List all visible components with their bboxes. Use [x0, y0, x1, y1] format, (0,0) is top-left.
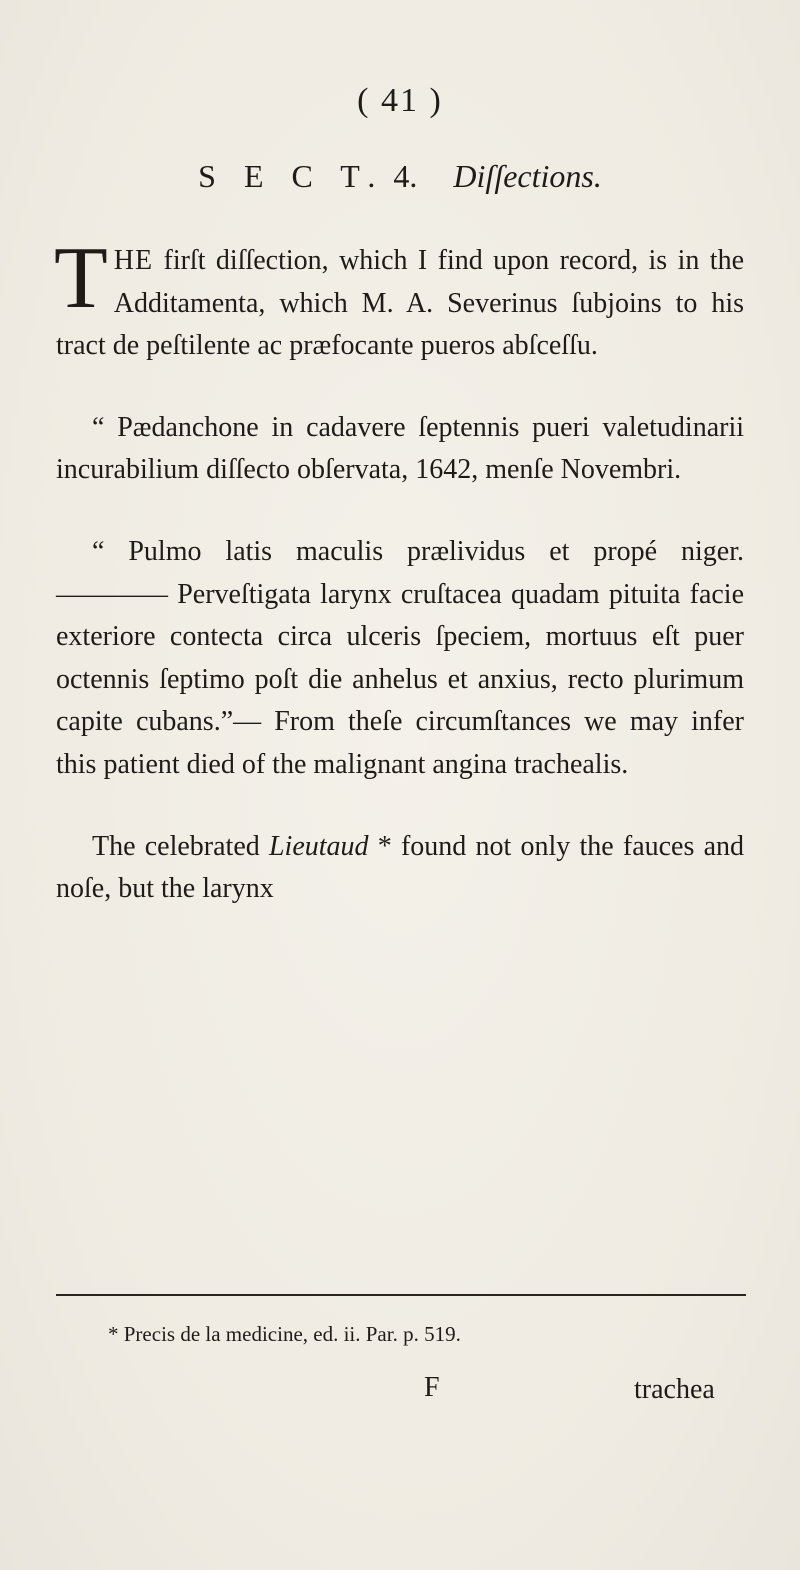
section-heading	[0, 158, 800, 195]
footnote: * Precis de la medicine, ed. ii. Par. p. 519.	[108, 1322, 461, 1346]
section-title: Diſſections.	[453, 158, 602, 194]
footnote-rule	[56, 1294, 746, 1296]
opening-word: HE	[113, 245, 154, 276]
paragraph-3: “ Pulmo latis maculis prælividus et propé niger. ———— Perveſtigata larynx cruſtacea quadam pituita facie exteriore contecta circa ulceris ſpeciem, mortuus eſt puer octennis ſeptimo poſt die anhelus et anxius, recto plurimum capite cubans.”— From theſe circumſtances we may infer this patient died of the malignant angina trachealis.	[56, 535, 744, 780]
drop-cap: T	[54, 230, 108, 327]
paragraph-2: “ Pædanchone in cadavere ſeptennis pueri valetudinarii incurabilium diſſecto obſervata, 1642, menſe Novembri.	[56, 411, 744, 486]
footnote-marker: *	[368, 830, 392, 862]
body-text	[54, 230, 745, 911]
paragraph-4-text: found not only the fauces and noſe, but the larynx	[56, 830, 745, 905]
signature-mark: F	[424, 1372, 440, 1403]
author-name: Lieutaud	[268, 830, 369, 862]
section-label: S E C T.	[198, 158, 386, 194]
paragraph-1-text: firſt diſſection, which I find upon record, is in the Additamenta, which M. A. Severinus ſubjoins to his tract de peſtilente ac præfocante pueros abſceſſu.	[56, 245, 744, 362]
section-number: 4.	[393, 158, 418, 194]
page-number: ( 41 )	[357, 82, 443, 119]
paragraph-1	[54, 230, 744, 368]
paragraph-4	[56, 826, 744, 911]
paragraph-4-lead: The celebrated	[92, 830, 269, 862]
catchword: trachea	[634, 1374, 715, 1405]
